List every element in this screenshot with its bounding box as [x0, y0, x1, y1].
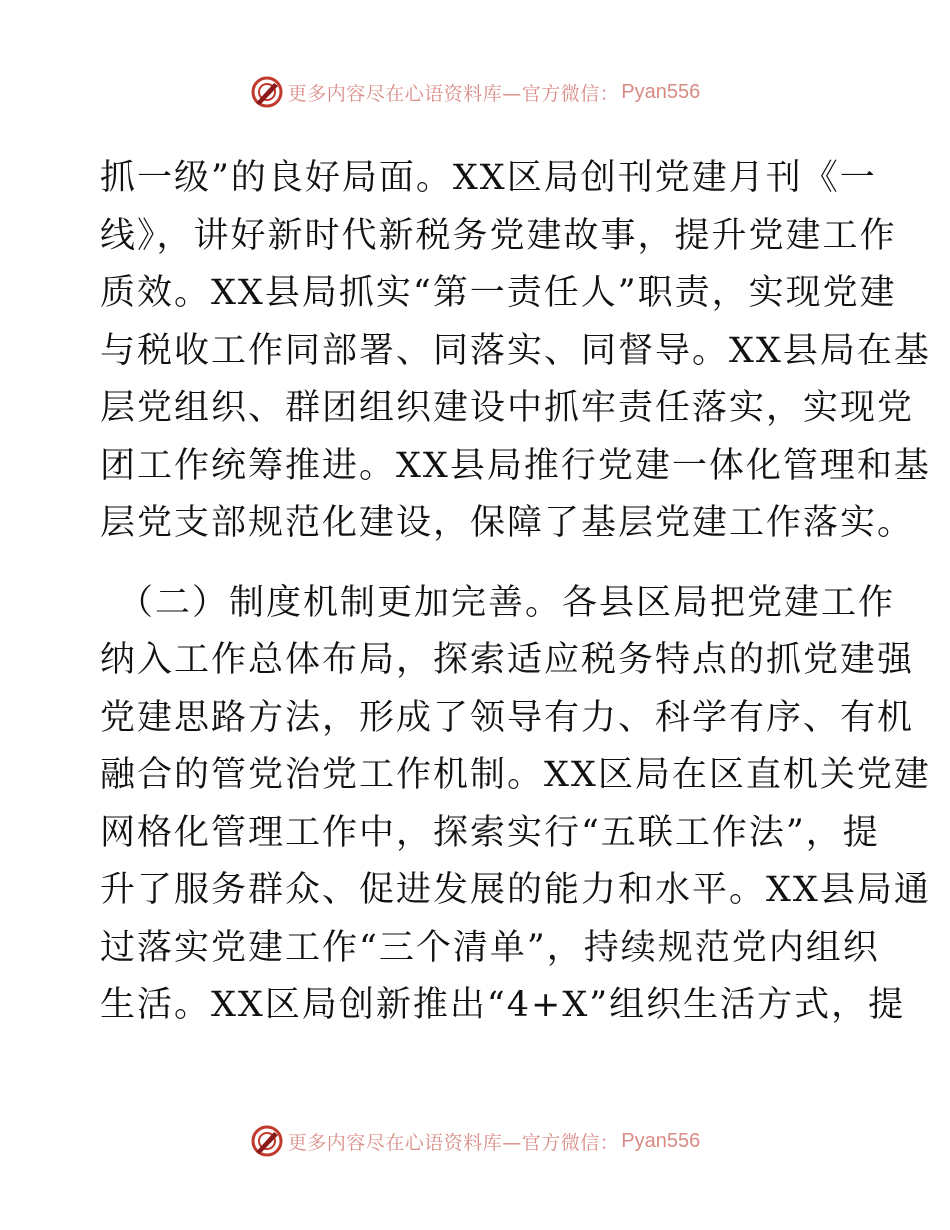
- text-line: 升了服务群众、促进发展的能力和水平。XX县局通: [100, 870, 931, 910]
- paragraph-2: [100, 575, 931, 1035]
- paragraph-spacer: [100, 553, 860, 575]
- text-line: 线》，讲好新时代新税务党建故事，提升党建工作: [100, 215, 897, 256]
- text-line: 生活。XX区局创新推出“4+X”组织生活方式，提: [100, 985, 906, 1025]
- header-watermark: [0, 72, 950, 112]
- text-line: 质效。XX县局抓实“第一责任人”职责，实现党建: [100, 273, 897, 313]
- text-line: 层党组织、群团组织建设中抓牢责任落实，实现党: [100, 388, 915, 428]
- document-body: [100, 150, 931, 1035]
- text-line: 抓一级”的良好局面。XX区局创刊党建月刊《一: [100, 158, 877, 198]
- text-line: 党建思路方法，形成了领导有力、科学有序、有机: [100, 697, 915, 738]
- red-circle-pen-logo-icon: [250, 75, 284, 109]
- watermark-text: 更多内容尽在心语资料库—官方微信：: [287, 82, 620, 105]
- paragraph-1: [100, 150, 931, 553]
- footer-watermark: [0, 1121, 950, 1161]
- text-line: 层党支部规范化建设，保障了基层党建工作落实。: [100, 503, 915, 543]
- text-line: 团工作统筹推进。XX县局推行党建一体化管理和基: [100, 445, 931, 486]
- text-line: 纳入工作总体布局，探索适应税务特点的抓党建强: [100, 640, 915, 680]
- text-line: （二）制度机制更加完善。各县区局把党建工作: [118, 582, 896, 623]
- text-line: 融合的管党治党工作机制。XX区局在区直机关党建: [100, 755, 931, 795]
- text-line: 网格化管理工作中，探索实行“五联工作法”，提: [100, 812, 880, 853]
- watermark-text: 更多内容尽在心语资料库—官方微信：: [287, 1131, 620, 1154]
- text-line: 过落实党建工作“三个清单”，持续规范党内组织: [100, 927, 880, 968]
- red-circle-pen-logo-icon: [250, 1124, 284, 1158]
- watermark-handle: Pyan556: [621, 80, 701, 103]
- watermark-handle: Pyan556: [621, 1129, 701, 1152]
- text-line: 与税收工作同部署、同落实、同督导。XX县局在基: [100, 330, 931, 371]
